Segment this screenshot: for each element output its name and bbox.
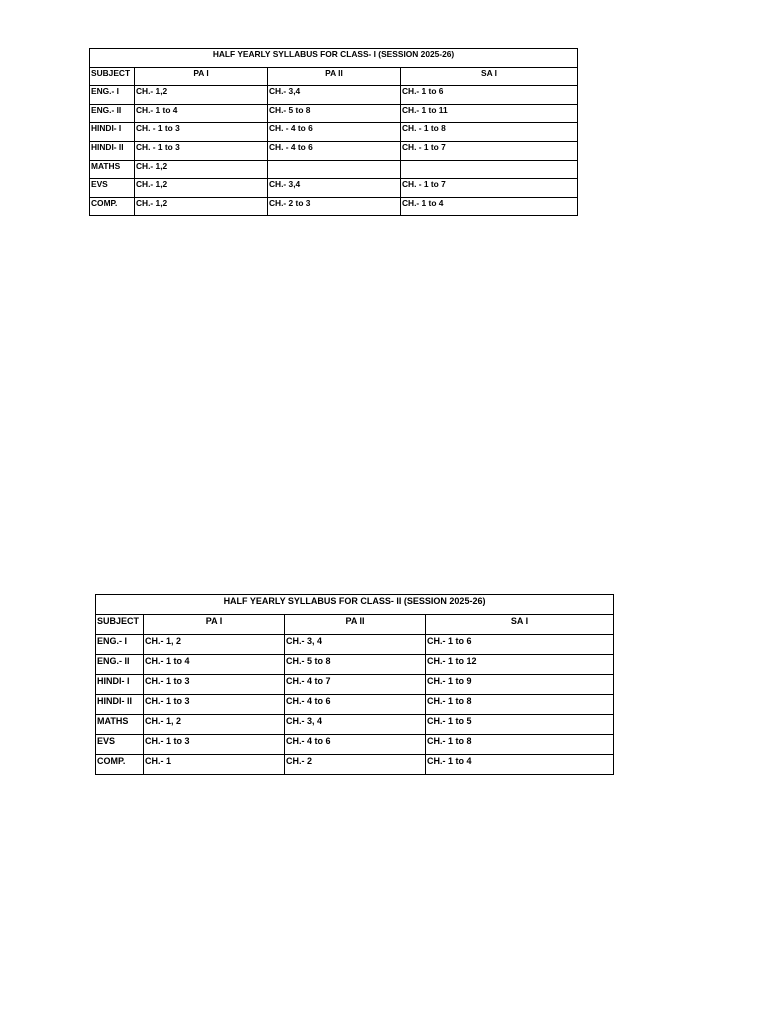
table-row [90, 179, 578, 198]
pa1-cell: CH.- 1,2 [135, 160, 268, 179]
table-row [96, 635, 614, 655]
table-title: HALF YEARLY SYLLABUS FOR CLASS- I (SESSION 2025-26) [90, 49, 578, 68]
table-row [96, 715, 614, 735]
pa1-cell: CH.- 1 [144, 755, 285, 775]
pa1-cell: CH.- 1 to 3 [144, 675, 285, 695]
pa1-cell: CH. - 1 to 3 [135, 123, 268, 142]
sa1-cell: CH.- 1 to 6 [426, 635, 614, 655]
column-header-pa1: PA I [135, 67, 268, 86]
subject-cell: HINDI- I [96, 675, 144, 695]
column-header-pa2: PA II [285, 615, 426, 635]
table-title-row [96, 595, 614, 615]
table-row [90, 86, 578, 105]
sa1-cell: CH.- 1 to 9 [426, 675, 614, 695]
pa2-cell: CH.- 3, 4 [285, 715, 426, 735]
pa1-cell: CH.- 1,2 [135, 197, 268, 216]
table-row [96, 655, 614, 675]
pa2-cell: CH.- 3,4 [268, 179, 401, 198]
pa1-cell: CH.- 1 to 4 [135, 104, 268, 123]
pa1-cell: CH. - 1 to 3 [135, 141, 268, 160]
subject-cell: ENG.- I [90, 86, 135, 105]
sa1-cell: CH. - 1 to 7 [401, 179, 578, 198]
table-row [90, 104, 578, 123]
pa2-cell: CH.- 3,4 [268, 86, 401, 105]
subject-cell: HINDI- II [90, 141, 135, 160]
subject-cell: HINDI- I [90, 123, 135, 142]
pa2-cell: CH.- 2 to 3 [268, 197, 401, 216]
pa1-cell: CH.- 1, 2 [144, 635, 285, 655]
pa2-cell: CH.- 3, 4 [285, 635, 426, 655]
pa2-cell: CH.- 4 to 6 [285, 735, 426, 755]
pa1-cell: CH.- 1 to 3 [144, 695, 285, 715]
subject-cell: MATHS [90, 160, 135, 179]
column-header-subject: SUBJECT [90, 67, 135, 86]
table-row [96, 695, 614, 715]
sa1-cell: CH.- 1 to 8 [426, 735, 614, 755]
pa1-cell: CH.- 1 to 4 [144, 655, 285, 675]
subject-cell: EVS [96, 735, 144, 755]
sa1-cell [401, 160, 578, 179]
subject-cell: ENG.- II [96, 655, 144, 675]
sa1-cell: CH.- 1 to 8 [426, 695, 614, 715]
table-row [96, 675, 614, 695]
pa2-cell: CH. - 4 to 6 [268, 141, 401, 160]
sa1-cell: CH.- 1 to 4 [401, 197, 578, 216]
subject-cell: ENG.- I [96, 635, 144, 655]
pa2-cell: CH.- 5 to 8 [285, 655, 426, 675]
table-row [96, 755, 614, 775]
sa1-cell: CH. - 1 to 7 [401, 141, 578, 160]
syllabus-table-class-2 [95, 594, 614, 775]
table-header-row [96, 615, 614, 635]
sa1-cell: CH.- 1 to 11 [401, 104, 578, 123]
table-header-row [90, 67, 578, 86]
table-row [90, 141, 578, 160]
subject-cell: COMP. [96, 755, 144, 775]
sa1-cell: CH.- 1 to 5 [426, 715, 614, 735]
subject-cell: EVS [90, 179, 135, 198]
sa1-cell: CH. - 1 to 8 [401, 123, 578, 142]
subject-cell: HINDI- II [96, 695, 144, 715]
table-title-row [90, 49, 578, 68]
column-header-subject: SUBJECT [96, 615, 144, 635]
table-row [90, 197, 578, 216]
table-row [90, 160, 578, 179]
sa1-cell: CH.- 1 to 4 [426, 755, 614, 775]
sa1-cell: CH.- 1 to 6 [401, 86, 578, 105]
table-row [90, 123, 578, 142]
subject-cell: MATHS [96, 715, 144, 735]
pa2-cell: CH.- 4 to 6 [285, 695, 426, 715]
subject-cell: ENG.- II [90, 104, 135, 123]
pa1-cell: CH.- 1,2 [135, 179, 268, 198]
pa2-cell [268, 160, 401, 179]
column-header-pa1: PA I [144, 615, 285, 635]
column-header-pa2: PA II [268, 67, 401, 86]
pa2-cell: CH.- 5 to 8 [268, 104, 401, 123]
subject-cell: COMP. [90, 197, 135, 216]
pa2-cell: CH.- 4 to 7 [285, 675, 426, 695]
pa1-cell: CH.- 1 to 3 [144, 735, 285, 755]
sa1-cell: CH.- 1 to 12 [426, 655, 614, 675]
syllabus-table-class-1 [89, 48, 578, 216]
pa2-cell: CH. - 4 to 6 [268, 123, 401, 142]
pa1-cell: CH.- 1, 2 [144, 715, 285, 735]
column-header-sa1: SA I [401, 67, 578, 86]
table-title: HALF YEARLY SYLLABUS FOR CLASS- II (SESSION 2025-26) [96, 595, 614, 615]
pa2-cell: CH.- 2 [285, 755, 426, 775]
column-header-sa1: SA I [426, 615, 614, 635]
pa1-cell: CH.- 1,2 [135, 86, 268, 105]
table-row [96, 735, 614, 755]
